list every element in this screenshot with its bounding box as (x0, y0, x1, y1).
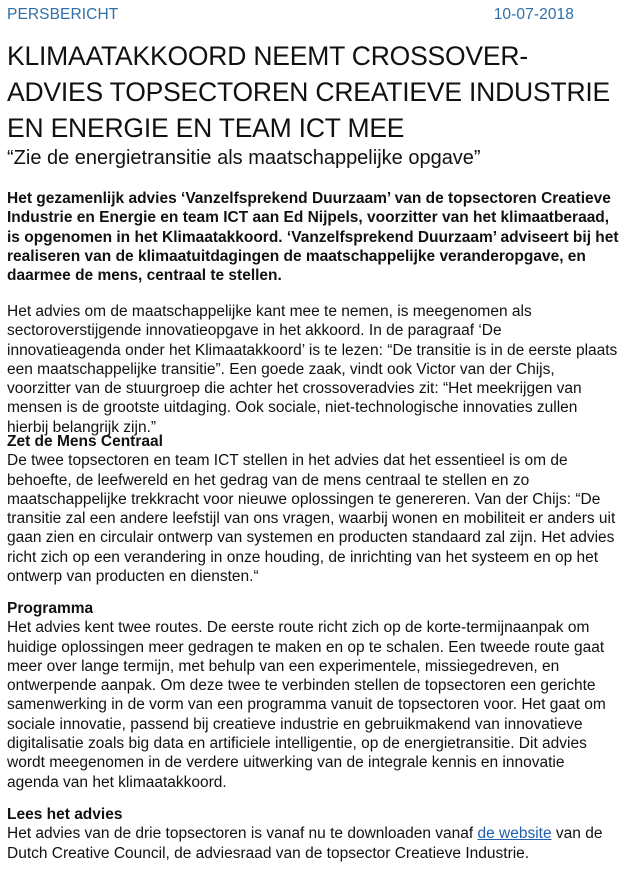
page-subtitle: “Zie de energietransitie als maatschappelijke opgave” (7, 147, 481, 169)
header-row (7, 6, 619, 24)
intro-paragraph: Het advies om de maatschappelijke kant mee te nemen, is meegenomen als sectoroverstijgende innovatieopgave in het akkoord. In de paragraaf ‘De innovatieagenda onder het Klimaatakkoord’ is te lezen: “De transitie is in de eerste plaats een maatschappelijke transitie”. Een goede zaak, vindt ook Victor van der Chijs, voorzitter van de stuurgroep die achter het crossoveradvies zit: “Het meekrijgen van mensen is de grootste uitdaging. Ook sociale, niet-technologische innovaties zullen hierbij belangrijk zijn.” (7, 303, 618, 436)
text-after-link: van de Dutch Creative Council, de adviesraad van de topsector Creatieve Industrie. (7, 825, 603, 862)
text-before-link: Het advies van de drie topsectoren is vanaf nu te downloaden vanaf (7, 825, 478, 843)
section-programma (7, 599, 619, 792)
section-lees-advies (7, 805, 619, 863)
section-mens-centraal (7, 432, 619, 586)
section-heading: Programma (7, 600, 94, 617)
website-link[interactable]: de website (477, 825, 552, 843)
press-label: PERSBERICHT (7, 6, 119, 23)
section-text (7, 824, 619, 863)
page-title: KLIMAATAKKOORD NEEMT CROSSOVER-ADVIES TOPSECTOREN CREATIEVE INDUSTRIE EN ENERGIE EN TEAM ICT MEE (7, 41, 611, 143)
section-text: De twee topsectoren en team ICT stellen in het advies dat het essentieel is om de behoefte, de leefwereld en het gedrag van de mens centraal te stellen en zo maatschappelijke trekkracht voor nieuwe oplossingen te genereren. Van der Chijs: “De transitie zal een andere leefstijl van ons vragen, waarbij wonen en mobiliteit er anders uit gaan zien en circulair ontwerp van systemen en producten standaard zal zijn. Het advies richt zich op een verandering in onze houding, de inrichting van het systeem en op het ontwerp van producten en diensten.“ (7, 452, 616, 586)
lead-paragraph: Het gezamenlijk advies ‘Vanzelfsprekend Duurzaam’ van de topsectoren Creatieve Industrie en Energie en team ICT aan Ed Nijpels, voorzitter van het klimaatberaad, is opgenomen in het Klimaatakkoord. ‘Vanzelfsprekend Duurzaam’ adviseert bij het realiseren van de klimaatuitdagingen de maatschappelijke veranderopgave, en daarmee de mens, centraal te stellen. (7, 190, 619, 285)
release-date: 10-07-2018 (493, 6, 574, 23)
section-heading: Zet de Mens Centraal (7, 433, 163, 450)
section-text: Het advies kent twee routes. De eerste route richt zich op de korte-termijnaanpak om huidige oplossingen meer gedragen te maken en op te schalen. Een tweede route gaat meer over lange termijn, met behulp van een experimentele, missiegedreven, en ontwerpende aanpak. Om deze twee te verbinden stellen de topsectoren een gerichte samenwerking in de vorm van een programma vanuit de topsectoren voor. Het gaat om sociale innovatie, passend bij creatieve industrie en gebruikmakend van innovatieve digitalisatie zoals big data en artificiele intelligentie, op de energietransitie. Dit advies wordt meegenomen in de verdere uitwerking van de integrale kennis en innovatie agenda van het klimaatakkoord. (7, 619, 606, 791)
section-heading: Lees het advies (7, 806, 123, 823)
